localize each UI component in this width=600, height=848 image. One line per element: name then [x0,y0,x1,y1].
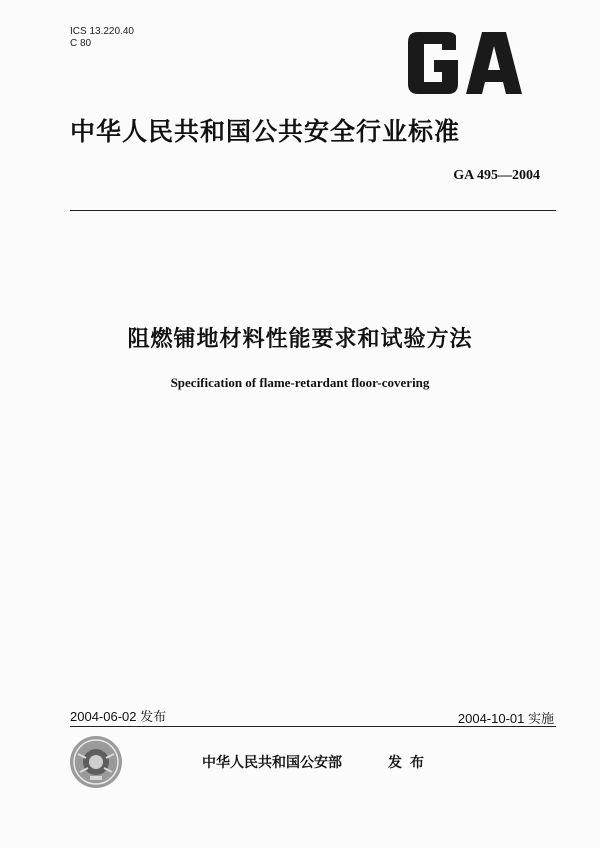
publish-label: 发布 [388,755,432,771]
bottom-divider [70,726,556,727]
classification-codes [70,26,134,50]
ccs-code: C 80 [70,38,92,49]
top-divider [70,210,556,211]
ministry-seal-icon [68,734,124,790]
standard-number: GA 495—2004 [453,168,540,183]
ics-code: ICS 13.220.40 [70,26,134,37]
implementation-date: 2004-10-01 实施 [457,711,554,726]
issue-date: 2004-06-02 发布 [70,709,167,724]
issuing-body-title: 中华人民共和国公共安全行业标准 [70,117,461,146]
ga-logo [404,30,526,96]
standard-title-chinese: 阻燃铺地材料性能要求和试验方法 [127,327,473,352]
standard-title-english: Specification of flame-retardant floor-covering [170,375,430,390]
publisher-name: 中华人民共和国公安部 [202,755,342,771]
